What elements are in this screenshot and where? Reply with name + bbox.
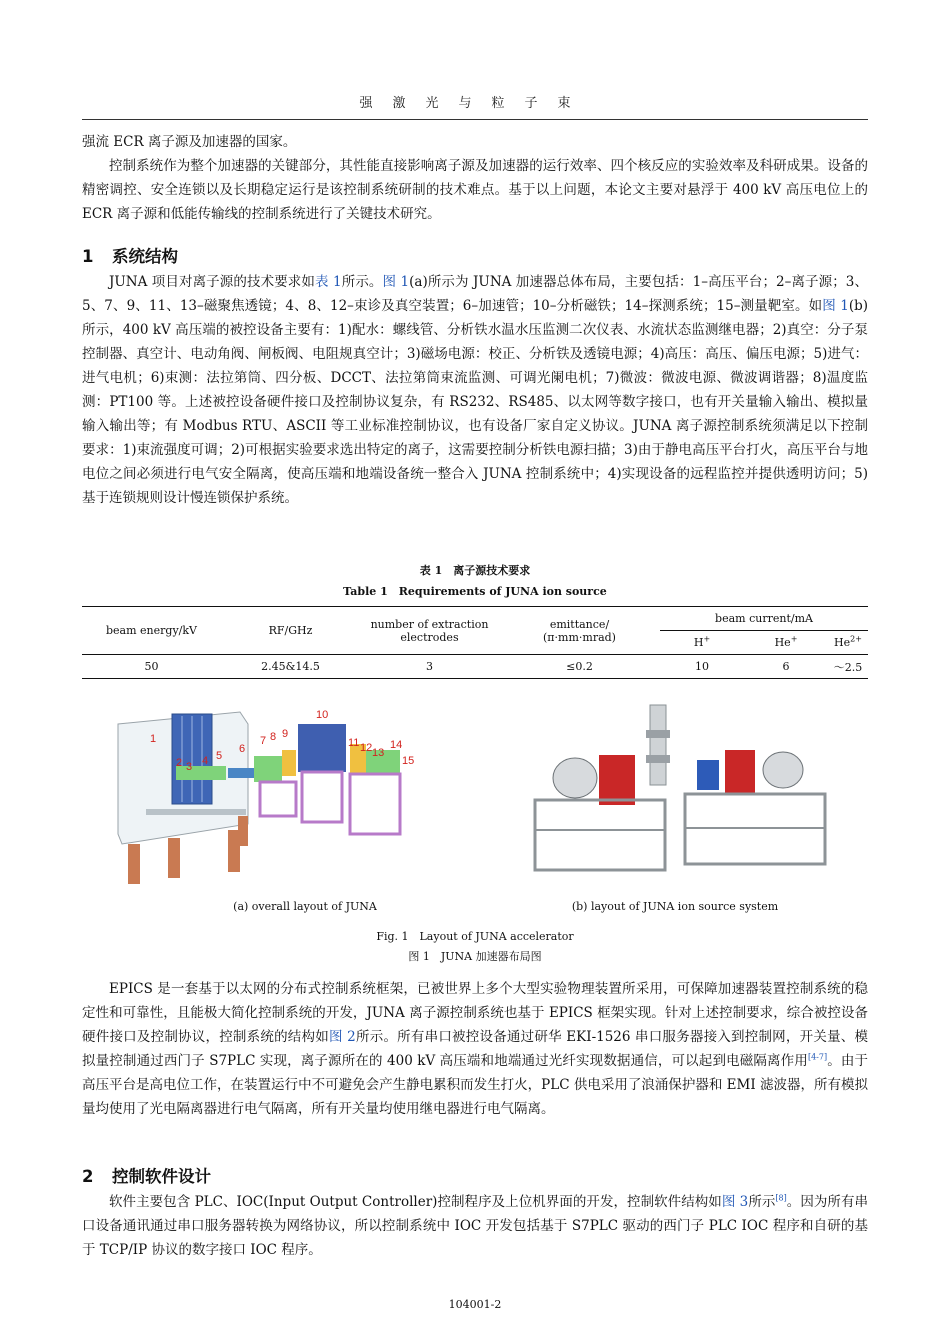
page-number: 104001-2 [448, 1298, 502, 1311]
cell-h: 10 [695, 660, 709, 673]
paragraph-system-structure [82, 270, 868, 510]
citation-4-7[interactable]: [4-7] [807, 1052, 828, 1062]
text-span: (b)所示，400 kV 高压端的被控设备主要有：1)配水：螺线管、分析铁水温水压监测二次仪表、水流状态监测继电器；2)真空：分子泵控制器、真空计、电动角阀、闸板阀、电阻规真空计；3)磁场电源：校正、分析铁及透镜电源；4)高压：高压、偏压电源；5)进气：进气电机；6)束测：法拉第筒、四分板、DCCT、法拉第筒束流监测、可调光阑电机；7)微波：微波电源、微波调谐器；8)温度监测：PT100 等。上述被控设备硬件接口及控制协议复杂，有 RS232、RS485、以太网等数字接口，也有开关量输入输出、模拟量输入输出等；有 Modbus RTU、ASCII 等工业标准控制协议，也有设备厂家自定义协议。JUNA 离子源控制系统须满足以下控制要求：1)束流强度可调；2)可根据实验要求选出特定的离子，这需要控制分析铁电源扫描；3)由于静电高压平台打火，高压平台与地电位之间必须进行电气安全隔离，使高压端和地端设备统一整合入 JUNA 控制系统中；4)实现设备的远程监控并提供透明访问；5)基于连锁规则设计慢连锁保护系统。 [82, 298, 868, 506]
label-15: 15 [402, 755, 415, 767]
section-title: 控制软件设计 [112, 1167, 211, 1186]
figure-1a-overall-layout [110, 704, 430, 894]
section-heading-1 [82, 243, 178, 267]
text-span: EPICS 是一套基于以太网的分布式控制系统框架，已被世界上多个大型实验物理装置所采用，可保障加速器装置控制系统的稳定性和可靠性，且能极大简化控制系统的开发，JUNA 离子源控制系统也基于 EPICS 框架实现。针对上述控制要求，综合被控设备硬件接口及控制协议，控制系统的结构如 [82, 981, 868, 1045]
cell-beam-energy: 50 [144, 660, 159, 673]
cell-he2: ～2.5 [833, 660, 863, 674]
label-2: 2 [176, 757, 183, 769]
section-title: 系统结构 [112, 247, 178, 266]
cell-electrodes: 3 [426, 660, 433, 673]
aluminum-frames [535, 794, 825, 870]
figure-1-caption-en: Fig. 1 Layout of JUNA accelerator [376, 930, 574, 943]
paragraph-epics [82, 977, 868, 1121]
label-6: 6 [239, 743, 246, 755]
ion-name: He [774, 636, 791, 649]
cell-emittance: ≤0.2 [566, 660, 593, 673]
charge-sup: + [703, 634, 711, 644]
vertical-vacuum-column [646, 705, 670, 785]
label-4: 4 [202, 755, 209, 767]
ion-name: H [693, 636, 704, 649]
figure-1b-ion-source-layout [515, 700, 840, 895]
table-caption-en: Table 1 Requirements of JUNA ion source [343, 585, 607, 598]
col-header-h [660, 631, 744, 655]
text-span: 。因为所有串口设备通讯通过串口服务器转换为网络协议，所以控制系统中 IOC 开发包括基于 S7PLC 驱动的西门子 PLC IOC 程序和自研的基于 TCP/IP 协议的数字接口 IOC 程序。 [82, 1194, 868, 1258]
label-8: 8 [270, 731, 277, 743]
label-1: 1 [150, 733, 157, 745]
section-number: 1 [82, 247, 94, 266]
cell-rf: 2.45&14.5 [261, 660, 320, 673]
header-line: electrodes [400, 630, 459, 644]
charge-sup: 2+ [850, 634, 862, 644]
label-7: 7 [260, 735, 267, 747]
col-header-he2 [828, 631, 868, 655]
running-header: 强激光与粒子束 [359, 96, 591, 111]
figure-1a-caption: (a) overall layout of JUNA [233, 900, 377, 913]
figure-1b-caption: (b) layout of JUNA ion source system [571, 900, 779, 913]
table-caption-cn: 表 1 离子源技术要求 [419, 564, 531, 577]
section-number: 2 [82, 1167, 94, 1186]
text-span: 软件主要包含 PLC、IOC(Input Output Controller)控制程序及上位机界面的开发，控制软件结构如 [109, 1194, 722, 1210]
col-header-emittance [499, 607, 660, 655]
charge-sup: + [790, 634, 798, 644]
support-stands [260, 772, 400, 834]
col-header-he1 [744, 631, 828, 655]
table-1-link[interactable]: 表 1 [315, 274, 342, 290]
paragraph-control-importance: 控制系统作为整个加速器的关键部分，其性能直接影响离子源及加速器的运行效率、四个核反应的实验效率及科研成果。设备的精密调控、安全连锁以及长期稳定运行是该控制系统研制的技术难点。基于以上问题，本论文主要对悬浮于 400 kV 高压电位上的 ECR 离子源和低能传输线的控制系统进行了关键技术研究。 [82, 158, 868, 222]
col-header-beam-energy: beam energy/kV [82, 607, 221, 655]
label-9: 9 [282, 728, 289, 740]
figure-1b-link[interactable]: 图 1 [822, 298, 849, 314]
header-rule [82, 119, 868, 120]
label-3: 3 [186, 761, 193, 773]
ion-source-cylinders [553, 750, 803, 805]
header-line: (π·mm·mrad) [543, 630, 616, 644]
figure-3-link[interactable]: 图 3 [721, 1194, 749, 1210]
col-header-electrodes [360, 607, 499, 655]
label-11: 11 [348, 737, 360, 749]
table-row [82, 655, 868, 679]
figure-1a-link[interactable]: 图 1 [382, 274, 410, 290]
cell-he1: 6 [782, 660, 790, 673]
paragraph-software-design [82, 1190, 868, 1262]
paragraph-continuation: 强流 ECR 离子源及加速器的国家。 [82, 134, 297, 150]
text-span: 所示。 [341, 274, 383, 290]
citation-8[interactable]: [8] [775, 1193, 787, 1203]
label-12: 12 [360, 742, 373, 754]
label-5: 5 [216, 750, 223, 762]
text-span: JUNA 项目对离子源的技术要求如 [109, 274, 316, 290]
header-line: number of extraction [370, 617, 489, 631]
figure-1-caption-cn: 图 1 JUNA 加速器布局图 [408, 950, 542, 963]
text-span: 所示 [748, 1194, 776, 1210]
text-span: 所示。所有串口被控设备通过研华 EKI-1526 串口服务器接入到控制网，开关量、模拟量控制通过西门子 S7PLC 实现，离子源所在的 400 kV 高压端和地端通过光纤实现数据通信，可以起到电磁隔离作用 [82, 1029, 869, 1069]
col-header-rf: RF/GHz [221, 607, 360, 655]
col-header-beam-current: beam current/mA [660, 607, 868, 631]
label-14: 14 [390, 739, 403, 751]
header-line: emittance/ [549, 617, 610, 631]
text-span: 。由于高压平台是高电位工作，在装置运行中不可避免会产生静电累积而发生打火，PLC 供电采用了浪涌保护器和 EMI 滤波器，所有模拟量均使用了光电隔离器进行电气隔离，所有开关量均使用继电器进行电气隔离。 [82, 1053, 869, 1117]
ion-source-requirements-table [82, 606, 868, 679]
label-10: 10 [316, 709, 329, 721]
ion-name: He [834, 636, 851, 649]
figure-2-link[interactable]: 图 2 [328, 1029, 356, 1045]
label-13: 13 [372, 747, 385, 759]
text-span: (a)所示为 JUNA 加速器总体布局，主要包括：1–高压平台；2–离子源；3、5、7、9、11、13–磁聚焦透镜；4、8、12–束诊及真空装置；6–加速管；10–分析磁铁；14–探测系统；15–测量靶室。如 [82, 274, 868, 314]
section-heading-2 [82, 1163, 211, 1187]
